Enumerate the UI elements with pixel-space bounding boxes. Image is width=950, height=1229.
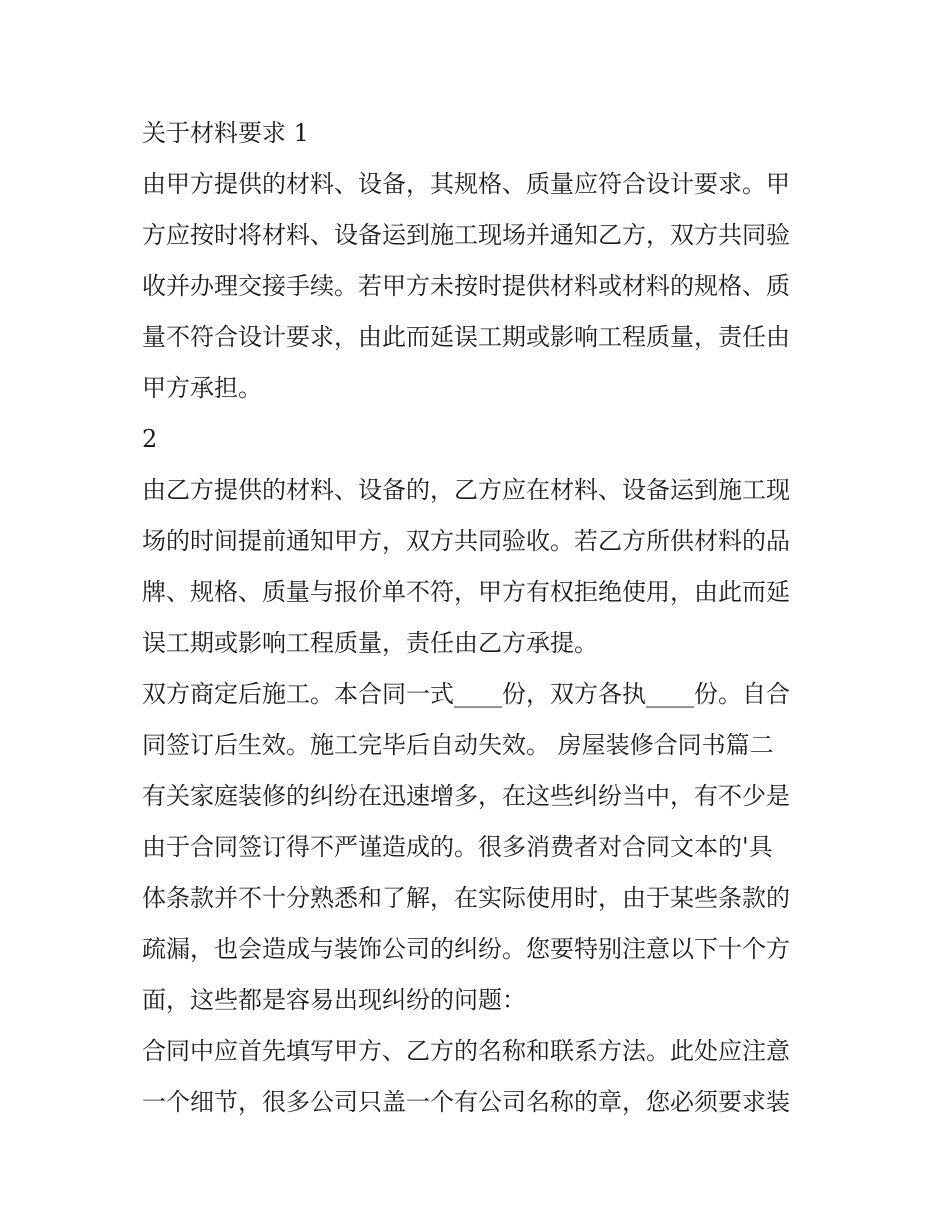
paragraph-line: 收并办理交接手续。若甲方未按时提供材料或材料的规格、质 [142, 272, 790, 300]
paragraph-line: 由乙方提供的材料、设备的，乙方应在材料、设备运到施工现 [142, 476, 790, 504]
paragraph-line: 量不符合设计要求，由此而延误工期或影响工程质量，责任由 [142, 323, 790, 351]
paragraph-line: 由甲方提供的材料、设备，其规格、质量应符合设计要求。甲 [142, 170, 790, 198]
paragraph-line: 牌、规格、质量与报价单不符，甲方有权拒绝使用，由此而延 [142, 578, 790, 606]
paragraph-line: 双方商定后施工。本合同一式____份，双方各执____份。自合 [142, 680, 790, 708]
document-body [142, 108, 817, 1128]
paragraph-line: 误工期或影响工程质量，责任由乙方承提。 [142, 629, 598, 657]
paragraph-line: 面，这些都是容易出现纠纷的问题： [142, 986, 526, 1014]
section-heading-materials: 关于材料要求 1 [142, 119, 309, 147]
section-number: 2 [142, 425, 158, 453]
paragraph-line: 由于合同签订得不严谨造成的。很多消费者对合同文本的'具 [142, 833, 773, 861]
paragraph-line: 疏漏，也会造成与装饰公司的纠纷。您要特别注意以下十个方 [142, 935, 790, 963]
paragraph-line: 方应按时将材料、设备运到施工现场并通知乙方，双方共同验 [142, 221, 790, 249]
paragraph-line: 场的时间提前通知甲方，双方共同验收。若乙方所供材料的品 [142, 527, 790, 555]
paragraph-line: 一个细节，很多公司只盖一个有公司名称的章，您必须要求装 [142, 1088, 790, 1116]
paragraph-line: 合同中应首先填写甲方、乙方的名称和联系方法。此处应注意 [142, 1037, 790, 1065]
paragraph-line: 有关家庭装修的纠纷在迅速增多，在这些纠纷当中，有不少是 [142, 782, 790, 810]
paragraph-line: 甲方承担。 [142, 374, 262, 402]
paragraph-line: 体条款并不十分熟悉和了解，在实际使用时，由于某些条款的 [142, 884, 790, 912]
paragraph-line: 同签订后生效。施工完毕后自动失效。 房屋装修合同书篇二 [142, 731, 774, 759]
